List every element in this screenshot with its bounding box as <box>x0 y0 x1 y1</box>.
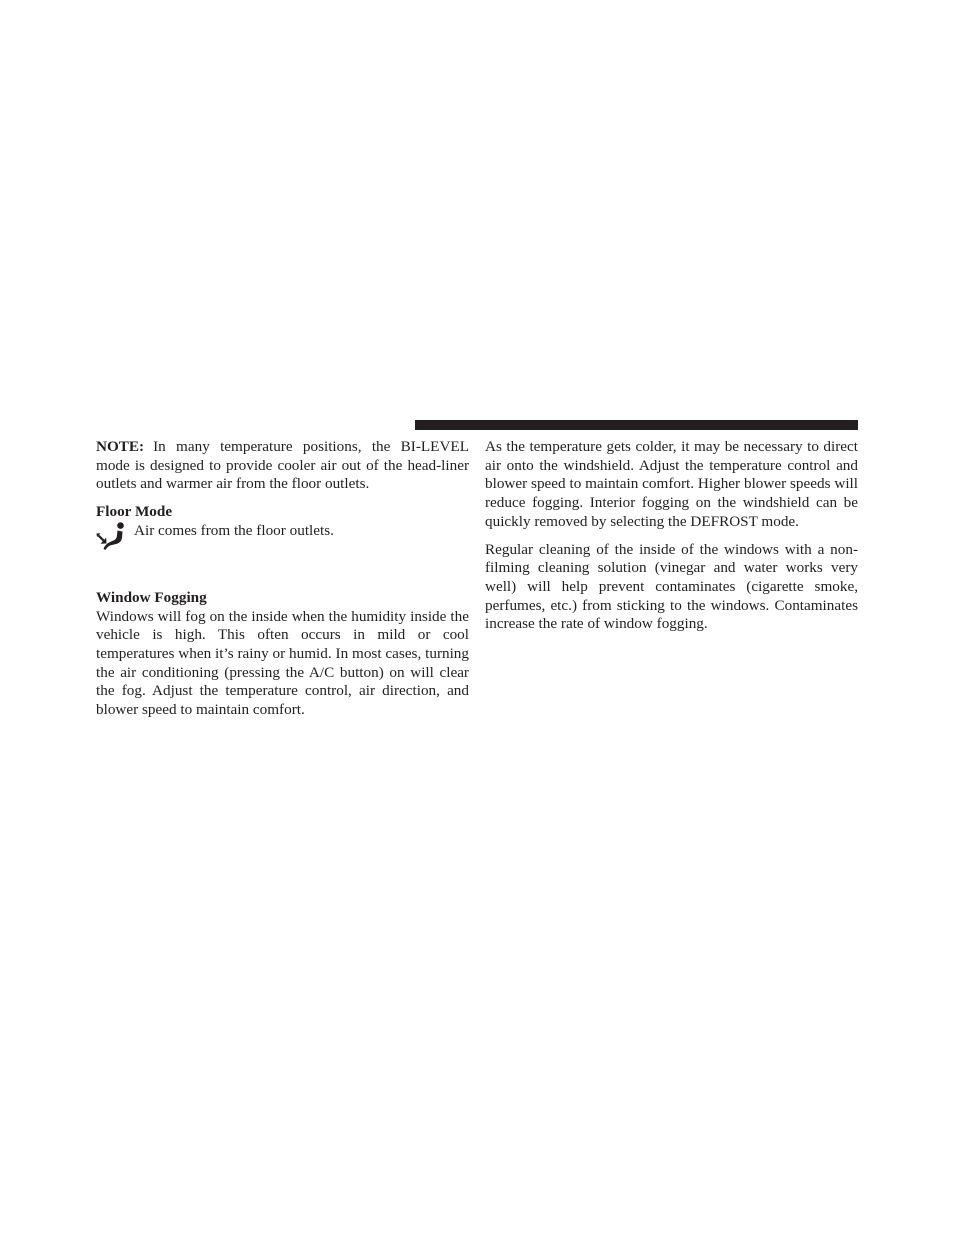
floor-mode-row <box>96 522 469 562</box>
floor-mode-heading: Floor Mode <box>96 503 173 521</box>
right-column <box>485 438 858 634</box>
defrost-paragraph: As the temperature gets colder, it may be necessary to direct air onto the windshield. Adjust the temperature control and blower speed to maintain comfort. Higher blower speeds will reduce fogging. Interior fogging on the windshield can be quickly removed by selecting the DEFROST mode. <box>485 438 858 530</box>
note-paragraph <box>96 438 469 494</box>
floor-mode-icon <box>96 522 126 552</box>
note-text: In many temperature positions, the BI-LEVEL mode is designed to provide cooler air out of the head-liner outlets and warmer air from the floor outlets. <box>96 438 469 493</box>
window-cleaning-paragraph: Regular cleaning of the inside of the windows with a non-filming cleaning solution (vinegar and water works very well) will help prevent contaminates (cigarette smoke, perfumes, etc.) from sticking to the windows. Contaminates increase the rate of window fogging. <box>485 540 858 633</box>
floor-mode-text: Air comes from the floor outlets. <box>134 521 334 539</box>
section-header-bar <box>415 420 858 430</box>
window-fogging-text: Windows will fog on the inside when the humidity inside the vehicle is high. This often occurs in mild or cool temperatures when it’s rainy or humid. In most cases, turning the air conditioning (pressing the A/C button) on will clear the fog. Adjust the temperature control, air direction, and blower speed to maintain comfort. <box>96 607 469 719</box>
window-fogging-heading: Window Fogging <box>96 588 207 606</box>
left-column <box>96 438 469 720</box>
note-label: NOTE: <box>96 438 145 455</box>
